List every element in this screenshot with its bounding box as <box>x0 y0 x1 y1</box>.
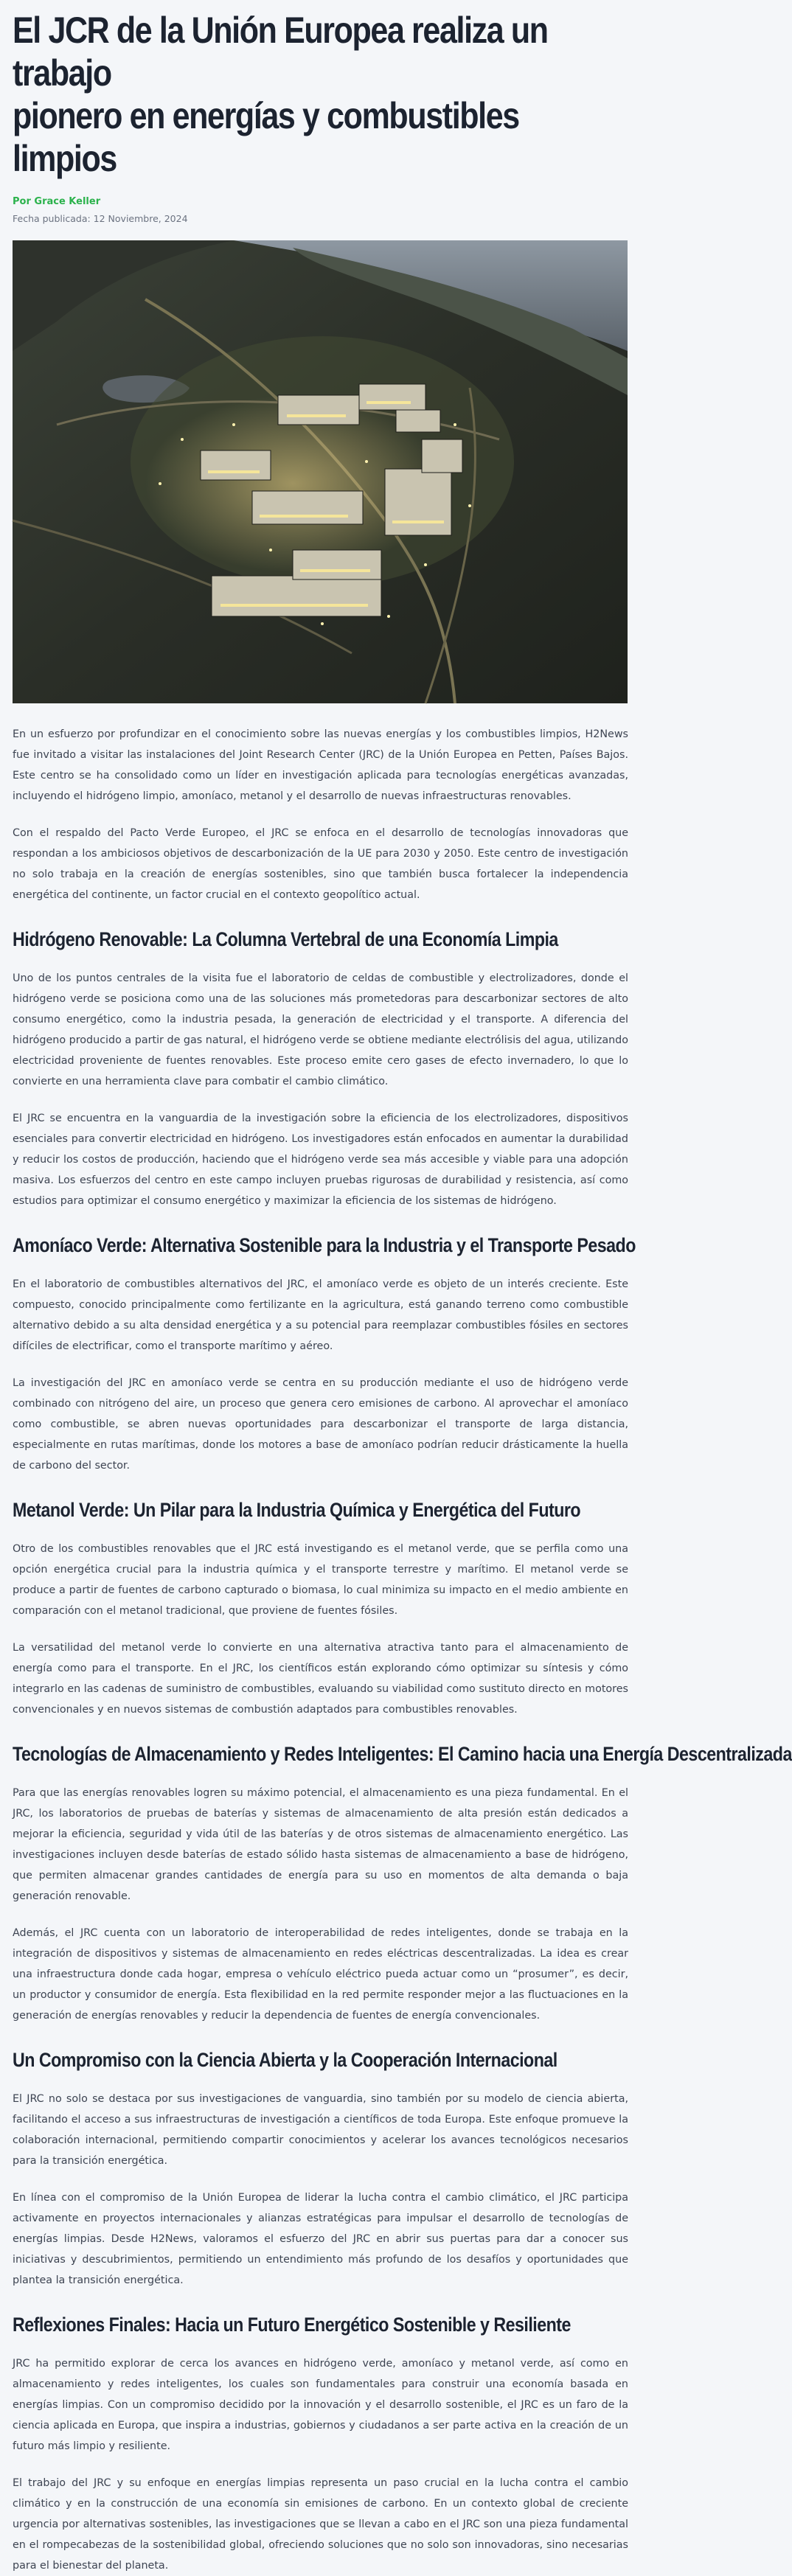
section-heading: Hidrógeno Renovable: La Columna Vertebral de una Economía Limpia <box>13 928 558 950</box>
title-line-1: El JCR de la Unión Europea realiza un trabajo <box>13 10 548 94</box>
paragraph: Para que las energías renovables logren su máximo potencial, el almacenamiento es una pieza fundamental. En el JRC, los laboratorios de pruebas de baterías y sistemas de almacenamiento de alta presión están dedicados a mejorar la eficiencia, seguridad y vida útil de las baterías y de otros sistemas de almacenamiento energético. Las investigaciones incluyen desde baterías de estado sólido hasta sistemas de almacenamiento a base de hidrógeno, que permiten almacenar grandes cantidades de energía para su uso en momentos de alta demanda o baja generación renovable. <box>13 1787 628 1902</box>
article-body <box>13 724 792 2576</box>
paragraph: JRC ha permitido explorar de cerca los avances en hidrógeno verde, amoníaco y metanol verde, así como en almacenamiento y redes inteligentes, los cuales son fundamentales para construir una economía basada en energías limpias. Con un compromiso decidido por la innovación y el desarrollo sostenible, el JRC es un faro de la ciencia aplicada en Europa, que inspira a industrias, gobiernos y ciudadanos a ser parte activa en la creación de un futuro más limpio y resiliente. <box>13 2358 628 2452</box>
paragraph: El JRC se encuentra en la vanguardia de la investigación sobre la eficiencia de los electrolizadores, dispositivos esenciales para convertir electricidad en hidrógeno. Los investigadores están enfocados en aumentar la durabilidad y reducir los costos de producción, haciendo que el hidrógeno verde sea más accesible y viable para una adopción masiva. Los esfuerzos del centro en este campo incluyen pruebas rigurosas de durabilidad y resistencia, así como estudios para optimizar el consumo energético y maximizar la eficiencia de los sistemas de hidrógeno. <box>13 1113 628 1207</box>
paragraph: La versatilidad del metanol verde lo convierte en una alternativa atractiva tanto para el almacenamiento de energía como para el transporte. En el JRC, los científicos están explorando cómo optimizar su síntesis y cómo integrarlo en las cadenas de suministro de combustibles, evaluando su viabilidad como sustituto directo en motores convencionales y en nuevos sistemas de combustión adaptados para combustibles renovables. <box>13 1642 628 1716</box>
section-heading: Tecnologías de Almacenamiento y Redes Inteligentes: El Camino hacia una Energía Descentralizada <box>13 1743 792 1765</box>
section-heading: Metanol Verde: Un Pilar para la Industria Química y Energética del Futuro <box>13 1499 581 1521</box>
paragraph: La investigación del JRC en amoníaco verde se centra en su producción mediante el uso de hidrógeno verde combinado con nitrógeno del aire, un proceso que genera cero emisiones de carbono. Al aprovechar el amoníaco como combustible, se abren nuevas oportunidades para descarbonizar el transporte de larga distancia, especialmente en rutas marítimas, donde los motores a base de amoníaco podrían reducir drásticamente la huella de carbono del sector. <box>13 1377 628 1472</box>
paragraph: Con el respaldo del Pacto Verde Europeo, el JRC se enfoca en el desarrollo de tecnologías innovadoras que respondan a los ambiciosos objetivos de descarbonización de la UE para 2030 y 2050. Este centro de investigación no solo trabaja en la creación de energías sostenibles, sino que también busca fortalecer la independencia energética del continente, un factor crucial en el contexto geopolítico actual. <box>13 827 628 901</box>
section-heading: Un Compromiso con la Ciencia Abierta y la Cooperación Internacional <box>13 2049 557 2071</box>
hero-image <box>13 240 628 703</box>
paragraph: Uno de los puntos centrales de la visita fue el laboratorio de celdas de combustible y electrolizadores, donde el hidrógeno verde se posiciona como una de las soluciones más prometedoras para descarbonizar sectores de alto consumo energético, como la industria pesada, la generación de electricidad y el transporte. A diferencia del hidrógeno producido a partir de gas natural, el hidrógeno verde se obtiene mediante electrólisis del agua, utilizando electricidad proveniente de fuentes renovables. Este proceso emite cero gases de efecto invernadero, lo que lo convierte en una herramienta clave para combatir el cambio climático. <box>13 972 628 1087</box>
section-heading: Amoníaco Verde: Alternativa Sostenible para la Industria y el Transporte Pesado <box>13 1234 636 1256</box>
publish-date: Fecha publicada: 12 Noviembre, 2024 <box>13 213 188 224</box>
paragraph: En línea con el compromiso de la Unión Europea de liderar la lucha contra el cambio climático, el JRC participa activamente en proyectos internacionales y alianzas estratégicas para impulsar el desarrollo de tecnologías de energías limpias. Desde H2News, valoramos el esfuerzo del JRC en abrir sus puertas para dar a conocer sus iniciativas y descubrimientos, permitiendo un entendimiento más profundo de los desafíos y oportunidades que plantea la transición energética. <box>13 2192 628 2286</box>
paragraph: El trabajo del JRC y su enfoque en energías limpias representa un paso crucial en la lucha contra el cambio climático y en la construcción de una economía sin emisiones de carbono. En un contexto global de creciente urgencia por alternativas sostenibles, las investigaciones que se llevan a cabo en el JRC son una pieza fundamental en el rompecabezas de la sostenibilidad global, ofreciendo soluciones que no solo son innovadoras, sino necesarias para el bienestar del planeta. <box>13 2477 628 2572</box>
article-title <box>13 0 622 180</box>
paragraph: El JRC no solo se destaca por sus investigaciones de vanguardia, sino también por su modelo de ciencia abierta, facilitando el acceso a sus infraestructuras de investigación a científicos de toda Europa. Este enfoque promueve la colaboración internacional, permitiendo compartir conocimientos y acelerar los avances tecnológicos necesarios para la transición energética. <box>13 2093 628 2167</box>
title-line-2: pionero en energías y combustibles limpios <box>13 95 519 179</box>
paragraph: Además, el JRC cuenta con un laboratorio de interoperabilidad de redes inteligentes, donde se trabaja en la integración de dispositivos y sistemas de almacenamiento en redes eléctricas descentralizadas. La idea es crear una infraestructura donde cada hogar, empresa o vehículo eléctrico pueda actuar como un “prosumer”, es decir, un productor y consumidor de energía. Esta flexibilidad en la red permite responder mejor a las fluctuaciones en la generación de energías renovables y reducir la dependencia de fuentes de energía convencionales. <box>13 1927 628 2022</box>
section-heading: Reflexiones Finales: Hacia un Futuro Energético Sostenible y Resiliente <box>13 2314 571 2336</box>
paragraph: En el laboratorio de combustibles alternativos del JRC, el amoníaco verde es objeto de un interés creciente. Este compuesto, conocido principalmente como fertilizante en la agricultura, está ganando terreno como combustible alternativo debido a su alta densidad energética y a su potencial para reemplazar combustibles fósiles en sectores difíciles de electrificar, como el transporte marítimo y aéreo. <box>13 1278 628 1352</box>
paragraph: En un esfuerzo por profundizar en el conocimiento sobre las nuevas energías y los combustibles limpios, H2News fue invitado a visitar las instalaciones del Joint Research Center (JRC) de la Unión Europea en Petten, Países Bajos. Este centro se ha consolidado como un líder en investigación aplicada para tecnologías energéticas avanzadas, incluyendo el hidrógeno limpio, amoníaco, metanol y el desarrollo de nuevas infraestructuras renovables. <box>13 728 628 802</box>
paragraph: Otro de los combustibles renovables que el JRC está investigando es el metanol verde, que se perfila como una opción energética crucial para la industria química y el transporte terrestre y marítimo. El metanol verde se produce a partir de fuentes de carbono capturado o biomasa, lo cual minimiza su impacto en el medio ambiente en comparación con el metanol tradicional, que proviene de fuentes fósiles. <box>13 1543 628 1617</box>
author-byline[interactable]: Por Grace Keller <box>13 196 101 207</box>
